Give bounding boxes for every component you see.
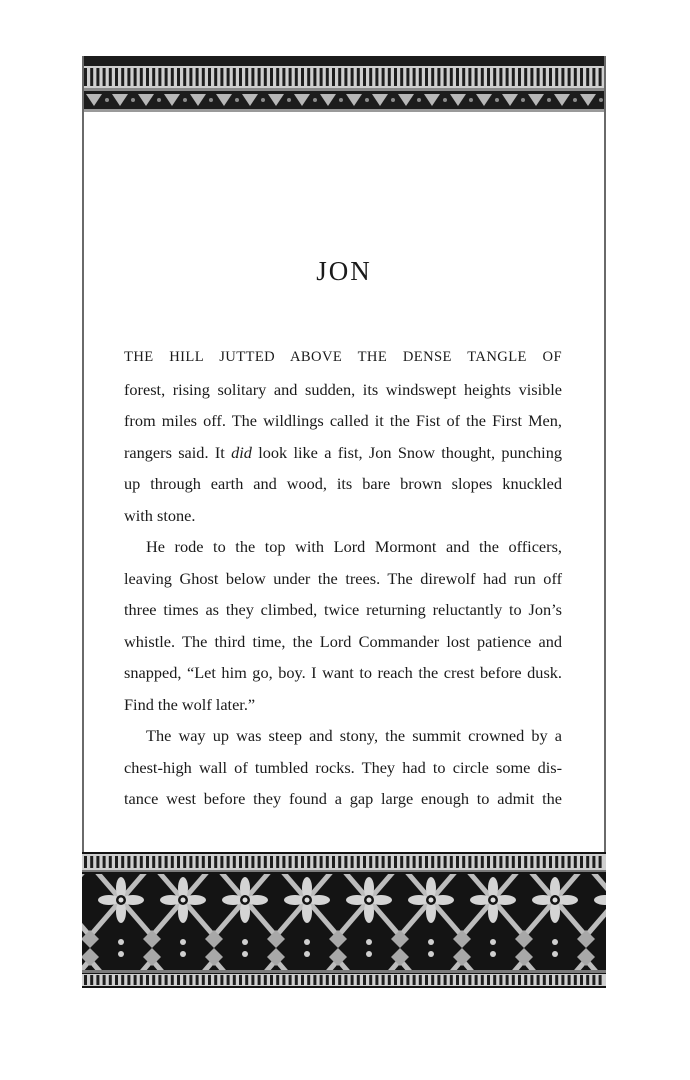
- text-line: three times as they climbed, twice returning reluctantly to Jon’s: [124, 600, 562, 619]
- top-border-ornament-icon: [82, 56, 606, 112]
- text-line: snapped, “Let him go, boy. I want to reach the crest before dusk.: [124, 663, 562, 682]
- text-line: THE HILL JUTTED ABOVE THE DENSE TANGLE OF: [124, 349, 562, 365]
- text-line: tance west before they found a gap large enough to admit the: [124, 789, 562, 808]
- text-line: He rode to the top with Lord Mormont and the officers,: [146, 537, 562, 556]
- text-line: leaving Ghost below under the trees. The direwolf had run off: [124, 568, 562, 588]
- text-line: forest, rising solitary and sudden, its windswept heights visible: [124, 379, 562, 399]
- text-line: from miles off. The wildlings called it the Fist of the First Men,: [124, 411, 562, 430]
- top-ornament-band: [82, 56, 606, 112]
- emphasized-word: did: [231, 442, 252, 462]
- text-line: chest-high wall of tumbled rocks. They had to circle some dis-: [124, 757, 562, 777]
- frame-right-rule: [604, 56, 606, 988]
- bottom-border-ornament-icon: [82, 852, 606, 988]
- text-line: [124, 437, 562, 469]
- text-line: The way up was steep and stony, the summit crowned by a: [146, 726, 562, 745]
- frame-left-rule: [82, 56, 84, 988]
- bottom-ornament-band: [82, 852, 606, 988]
- text-line: Find the wolf later.”: [124, 694, 256, 714]
- text-line: with stone.: [124, 505, 196, 525]
- text-fragment: look like a fist, Jon Snow thought, punching: [251, 442, 562, 462]
- text-line: whistle. The third time, the Lord Commander lost patience and: [124, 631, 562, 651]
- text-line: up through earth and wood, its bare brown slopes knuckled: [124, 474, 562, 493]
- chapter-title: JON: [316, 256, 372, 286]
- text-fragment: rangers said. It: [124, 442, 225, 462]
- chapter-body: [124, 342, 562, 815]
